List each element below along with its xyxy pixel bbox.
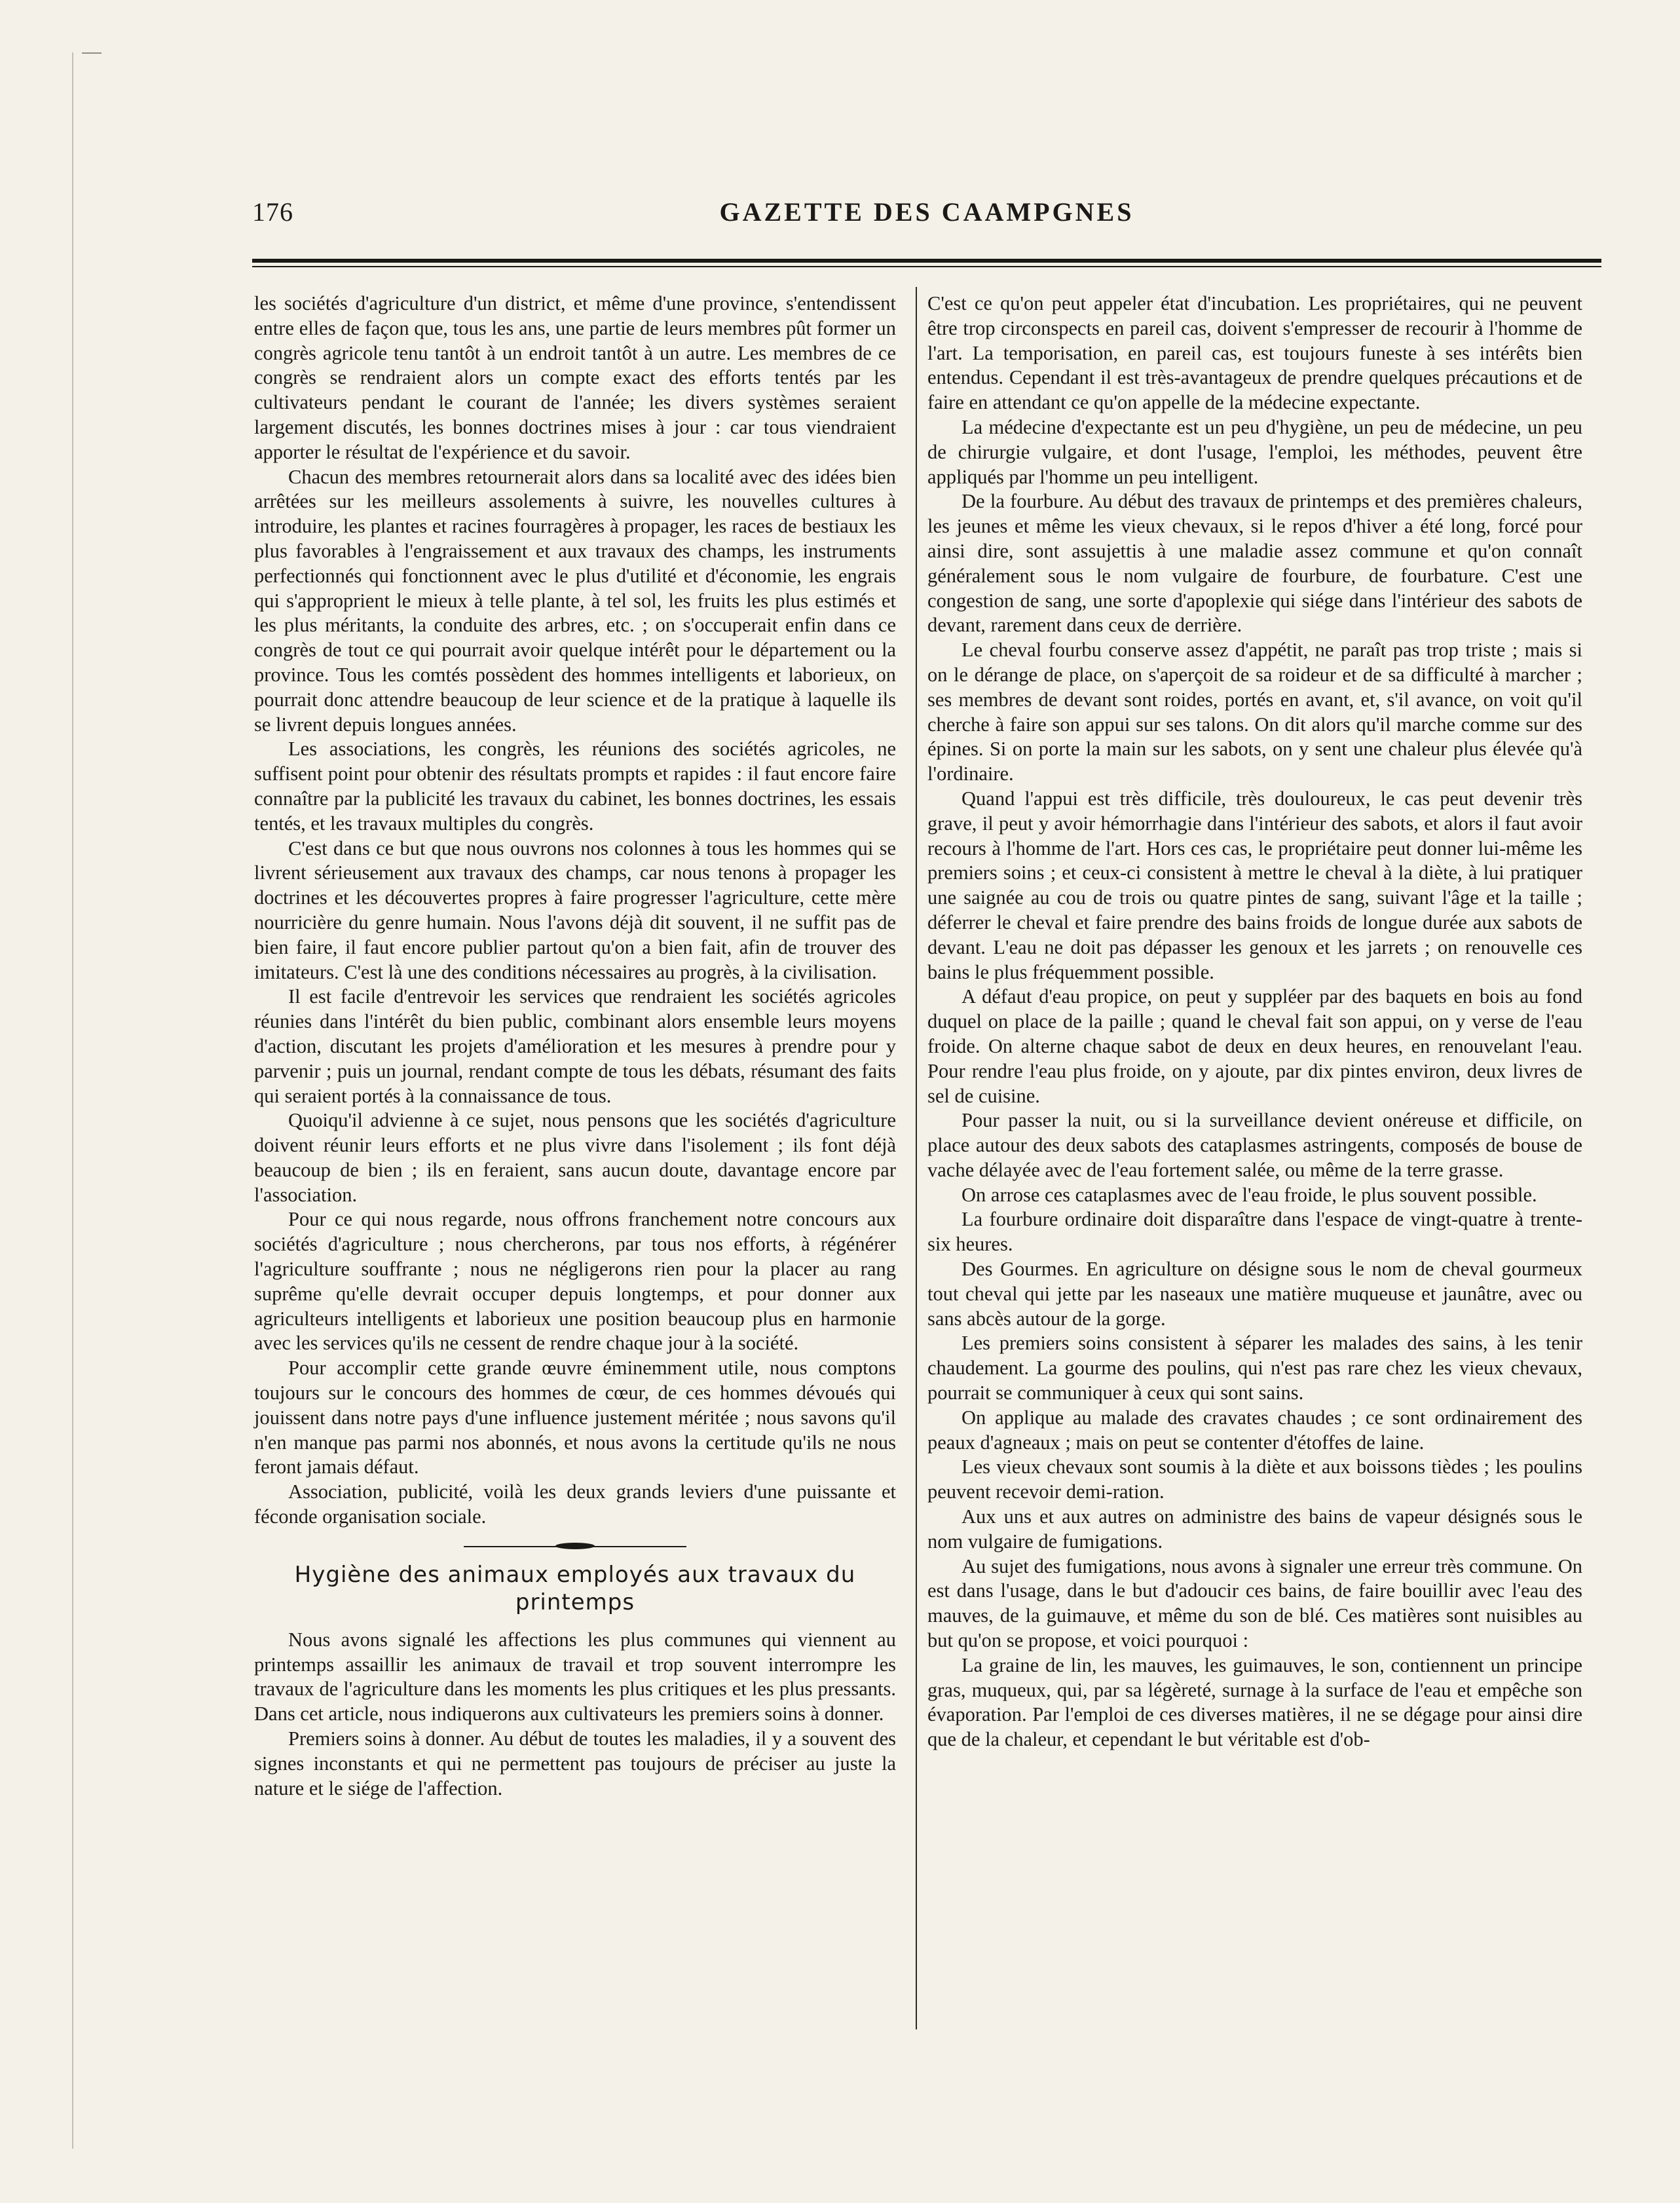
paragraph: Pour ce qui nous regarde, nous offrons franchement notre concours aux sociétés d'agriculture ; nous chercherons, par tous nos efforts, à régénérer l'agriculture souffrante ; nous ne négligerons rien pour la placer au rang suprême qu'elle devrait occuper depuis longtemps, et pour donner aux agriculteurs intelligents et laborieux une position beaucoup plus en harmonie avec les services qu'ils ne cessent de rendre chaque jour à la société. [254,1208,896,1355]
paragraph: De la fourbure. Au début des travaux de printemps et des premières chaleurs, les jeunes et même les vieux chevaux, si le repos d'hiver a été long, forcé pour ainsi dire, sont assujettis à une maladie assez commune et qu'on connaît généralement sous le nom vulgaire de fourbure, de fourbature. C'est une congestion de sang, une sorte d'apoplexie qui siége dans l'intérieur des sabots de devant, rarement dans ceux de derrière. [927,490,1582,637]
scan-edge-mark [82,52,102,54]
page-number: 176 [252,197,293,227]
paragraph: Quoiqu'il advienne à ce sujet, nous pensons que les sociétés d'agriculture doivent réunir leurs efforts et ne plus vivre dans l'isolement ; ils font déjà beaucoup de bien ; ils en feraient, sans aucun doute, davantage encore par l'association. [254,1109,896,1206]
left-column-body [254,292,896,1530]
left-column [254,292,896,1801]
paragraph: Association, publicité, voilà les deux grands leviers d'une puissante et féconde organisation sociale. [254,1480,896,1528]
section-title: Hygiène des animaux employés aux travaux du printemps [294,1561,856,1615]
paragraph: Les associations, les congrès, les réunions des sociétés agricoles, ne suffisent point pour obtenir des résultats prompts et rapides : il faut encore faire connaître par la publicité les travaux du cabinet, les bonnes doctrines, les essais tentés, et les travaux multiples du congrès. [254,738,896,835]
header-rule-thin [252,266,1601,267]
right-column [927,292,1582,1752]
paragraph: La graine de lin, les mauves, les guimauves, le son, contiennent un principe gras, muqueux, qui, par sa légèreté, surnage à la surface de l'eau et empêche son évaporation. Par l'emploi de ces diverses matières, il ne se dégage pour ainsi dire que de la chaleur, et cependant le but véritable est d'ob- [927,1653,1582,1751]
section-body [254,1628,896,1801]
paragraph: C'est ce qu'on peut appeler état d'incubation. Les propriétaires, qui ne peuvent être trop circonspects en pareil cas, doivent s'empresser de recourir à l'homme de l'art. La temporisation, en pareil cas, est toujours funeste à ses intérêts bien entendus. Cependant il est très-avantageux de prendre quelques précautions et de faire en attendant ce qu'on appelle de la médecine expectante. [927,292,1582,414]
paragraph: On arrose ces cataplasmes avec de l'eau froide, le plus souvent possible. [961,1183,1537,1206]
paragraph: C'est dans ce but que nous ouvrons nos colonnes à tous les hommes qui se livrent sérieusement aux travaux des champs, car nous tenons à propager les doctrines et les découvertes propres à faire progresser l'agriculture, cette mère nourricière du genre humain. Nous l'avons déjà dit souvent, il ne suffit pas de bien faire, il faut encore publier partout qu'on a bien fait, afin de trouver des imitateurs. C'est là une des conditions nécessaires au progrès, à la civilisation. [254,837,896,983]
separator-ornament [555,1543,595,1549]
paragraph: Des Gourmes. En agriculture on désigne sous le nom de cheval gourmeux tout cheval qui jette par les naseaux une matière muqueuse et jaunâtre, avec ou sans abcès autour de la gorge. [927,1258,1582,1330]
paragraph: Chacun des membres retournerait alors dans sa localité avec des idées bien arrêtées sur les meilleurs assolements à suivre, les nouvelles cultures à introduire, les plantes et racines fourragères à propager, les races de bestiaux les plus favorables à l'engraissement et aux travaux des champs, les instruments perfectionnés qui fonctionnent avec le plus d'utilité et d'économie, les engrais qui s'approprient le mieux à telle plante, à tel sol, les fruits les plus estimés et les plus méritants, la conduite des arbres, etc. ; on s'occuperait enfin dans ce congrès de tout ce qui pourrait avoir quelque intérêt pour le département ou la province. Tous les comtés possèdent des hommes intelligents et laborieux, on pourrait donc attendre beaucoup de leur science et de la pratique à laquelle ils se livrent depuis longues années. [254,465,896,736]
paragraph: Il est facile d'entrevoir les services que rendraient les sociétés agricoles réunies dans l'intérêt du bien public, combinant alors ensemble leurs moyens d'action, discutant les projets d'amélioration et les mesures à prendre pour y parvenir ; puis un journal, rendant compte de tous les débats, résumant des faits qui seraient portés à la connaissance de tous. [254,985,896,1107]
paragraph: les sociétés d'agriculture d'un district, et même d'une province, s'entendissent entre elles de façon que, tous les ans, une partie de leurs membres pût former un congrès agricole tenu tantôt à un endroit tantôt à un autre. Les membres de ce congrès se rendraient alors un compte exact des efforts tentés par les cultivateurs pendant le courant de l'année; les divers systèmes seraient largement discutés, les bonnes doctrines mises à jour : car tous viendraient apporter le résultat de l'expérience et du savoir. [254,292,896,463]
paragraph: Quand l'appui est très difficile, très douloureux, le cas peut devenir très grave, il peut y avoir hémorrhagie dans l'intérieur des sabots, et alors il faut avoir recours à l'homme de l'art. Hors ces cas, le propriétaire peut donner lui-même les premiers soins ; et ceux-ci consistent à mettre le cheval à la diète, à lui pratiquer une saignée au cou de trois ou quatre pintes de sang, suivant l'âge et la taille ; déferrer le cheval et faire prendre des bains froids de longue durée aux sabots de devant. L'eau ne doit pas dépasser les genoux et les jarrets ; on renouvelle ces bains le plus fréquemment possible. [927,787,1582,983]
paragraph: Premiers soins à donner. Au début de toutes les maladies, il y a souvent des signes inconstants et qui ne permettent pas toujours de préciser au juste la nature et le siége de l'affection. [254,1727,896,1799]
paragraph: Les premiers soins consistent à séparer les malades des sains, à les tenir chaudement. La gourme des poulins, qui n'est pas rare chez les vieux chevaux, pourrait se communiquer à ceux qui sont sains. [927,1332,1582,1404]
paragraph: La fourbure ordinaire doit disparaître dans l'espace de vingt-quatre à trente-six heures. [927,1208,1582,1256]
page-header [252,197,1601,236]
paragraph: Au sujet des fumigations, nous avons à signaler une erreur très commune. On est dans l'usage, dans le but d'adoucir ces bains, de faire bouillir avec l'eau des mauves, de la guimauve, et même du son de blé. Ces matières sont nuisibles au but qu'on se propose, et voici pourquoi : [927,1554,1582,1652]
paragraph: Pour accomplir cette grande œuvre éminemment utile, nous comptons toujours sur le concours des hommes de cœur, de ces hommes dévoués qui jouissent dans notre pays d'une influence justement méritée ; nous savons qu'il n'en manque pas parmi nos abonnés, et nous avons la certitude qu'ils ne nous feront jamais défaut. [254,1357,896,1478]
paragraph: Aux uns et aux autres on administre des bains de vapeur désignés sous le nom vulgaire de fumigations. [927,1505,1582,1553]
paragraph: Le cheval fourbu conserve assez d'appétit, ne paraît pas trop triste ; mais si on le dérange de place, on s'aperçoit de sa roideur et de sa difficulté à marcher ; ses membres de devant sont roides, portés en avant, et, s'il avance, on voit qu'il cherche à faire son appui sur ses talons. On dit alors qu'il marche comme sur des épines. Si on porte la main sur les sabots, on y sent une chaleur plus élevée qu'à l'ordinaire. [927,639,1582,785]
paragraph: Nous avons signalé les affections les plus communes qui viennent au printemps assaillir les animaux de travail et trop souvent interrompre les travaux de l'agriculture dans les moments les plus critiques et les plus pressants. Dans cet article, nous indiquerons aux cultivateurs les premiers soins à donner. [254,1628,896,1725]
paragraph: A défaut d'eau propice, on peut y suppléer par des baquets en bois au fond duquel on place de la paille ; quand le cheval fait son appui, on y verse de l'eau froide. On alterne chaque sabot de deux en deux heures, en renouvelant l'eau. Pour rendre l'eau plus froide, on y ajoute, par dix pintes environ, deux livres de sel de cuisine. [927,985,1582,1107]
paragraph: La médecine d'expectante est un peu d'hygiène, un peu de médecine, un peu de chirurgie vulgaire, et dont l'usage, l'emploi, les méthodes, peuvent être appliqués par l'homme un peu intelligent. [927,415,1582,488]
journal-title: GAZETTE DES CAAMPGNES [719,197,1134,227]
paragraph: On applique au malade des cravates chaudes ; ce sont ordinairement des peaux d'agneaux ; mais on peut se contenter d'étoffes de laine. [927,1406,1582,1454]
scan-edge-mark [72,52,73,2149]
right-column-body [927,292,1582,1752]
paragraph: Les vieux chevaux sont soumis à la diète et aux boissons tièdes ; les poulins peuvent recevoir demi-ration. [927,1456,1582,1503]
section-separator [464,1543,686,1551]
paragraph: Pour passer la nuit, ou si la surveillance devient onéreuse et difficile, on place autour des deux sabots des cataplasmes astringents, composés de bouse de vache délayée avec de l'eau fortement salée, ou même de la terre grasse. [927,1109,1582,1181]
column-divider [916,287,917,2029]
header-rule-thick [252,259,1601,263]
